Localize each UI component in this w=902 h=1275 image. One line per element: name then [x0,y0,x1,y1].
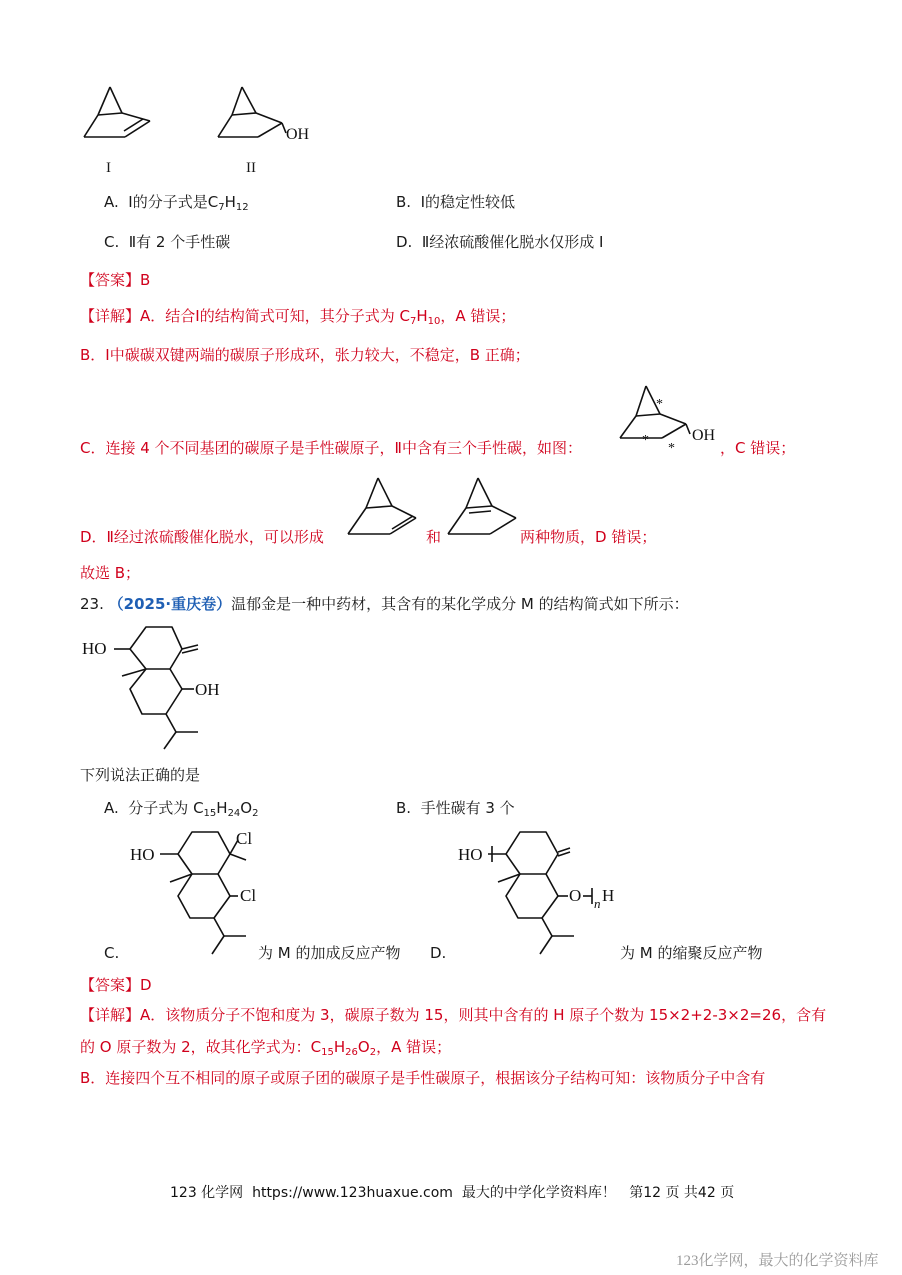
page-footer [170,1182,734,1202]
ho-group: HO [458,845,483,864]
cl-group: Cl [236,829,253,848]
oh-group: OH [195,680,220,699]
chiral-star: * [656,397,663,412]
q22-detail-d-text: D．Ⅱ经过浓硫酸催化脱水，可以形成 [80,528,324,546]
chiral-star: * [668,441,675,456]
o-atom: O [569,886,582,905]
q22-detail-d-and: 和 [426,528,442,546]
q22-option-c: C. Ⅱ有 2 个手性碳 [104,233,231,251]
q23-option-c-letter: C. [104,944,120,962]
watermark: 123化学网，最大的化学资料库 [676,1253,879,1269]
chiral-star: * [642,433,649,448]
structure-II-label: II [246,160,256,176]
q23-option-a: A. 分子式为 $C_{15}H_{24}O_2$ [104,799,259,819]
q22-detail-c-text: C．连接 4 个不同基团的碳原子是手性碳原子，Ⅱ中含有三个手性碳，如图： [80,439,582,457]
q22-conclusion: 故选 B； [80,564,141,582]
structure-I-label: I [106,160,111,176]
structure-product-1 [342,476,422,542]
oh-group: OH [286,126,310,143]
q23-detail-b: B．连接四个互不相同的原子或原子团的碳原子是手性碳原子，根据该分子结构可知：该物质分子中含有 [80,1069,766,1087]
q22-option-a: A. Ⅰ的分子式是$C_7H_{12}$ [104,193,249,213]
footer-site: 123 化学网 [170,1185,244,1201]
structure-product-2 [442,476,522,542]
q22-detail-d-end: 两种物质，D 错误； [520,528,657,546]
cl-group: Cl [240,886,257,905]
q22-detail-b: B．Ⅰ中碳碳双键两端的碳原子形成环，张力较大，不稳定，B 正确； [80,346,530,364]
ho-group: HO [82,639,107,658]
structure-option-d [456,826,626,958]
q22-option-b: B. Ⅰ的稳定性较低 [396,193,516,211]
q23-option-d-letter: D. [430,944,447,962]
ho-group: HO [130,845,155,864]
footer-page-number: 第12 页 共42 页 [629,1185,735,1201]
oh-group: OH [692,427,716,444]
repeat-n: n [594,896,601,911]
q22-option-d: D. Ⅱ经浓硫酸催化脱水仅形成 Ⅰ [396,233,604,251]
footer-slogan: 最大的中学化学资料库！ [461,1185,616,1201]
structure-II-chiral-marked [612,382,727,454]
q23-question: 下列说法正确的是 [80,766,201,784]
structure-I-norbornene [80,85,160,145]
q23-option-c-text: 为 M 的加成反应产物 [258,944,401,962]
q23-detail-a-line1: 【详解】A．该物质分子不饱和度为 3，碳原子数为 15，则其中含有的 H 原子个数为 15×2+2-3×2=26，含有 [80,1006,827,1024]
q22-detail-c-end: ，C 错误； [720,439,796,457]
footer-url[interactable]: https://www.123huaxue.com [252,1185,453,1201]
h-atom: H [602,886,615,905]
q23-stem: 23. （2025·重庆卷）温郁金是一种中药材，其含有的某化学成分 M 的结构简式如下所示： [80,595,689,613]
structure-M [80,622,240,752]
q22-detail-a: 【详解】A．结合Ⅰ的结构简式可知，其分子式为 $C_7H_{10}$，A 错误； [80,307,516,327]
q23-option-b: B. 手性碳有 3 个 [396,799,515,817]
structure-II-norborneol [210,85,320,145]
structure-option-c [128,826,278,958]
q23-detail-a-line2: 的 O 原子数为 2，故其化学式为：$C_{15}H_{26}O_2$，A 错误； [80,1038,452,1058]
q23-option-d-text: 为 M 的缩聚反应产物 [620,944,763,962]
q23-answer: 【答案】D [80,976,152,994]
q22-answer: 【答案】B [80,271,151,289]
